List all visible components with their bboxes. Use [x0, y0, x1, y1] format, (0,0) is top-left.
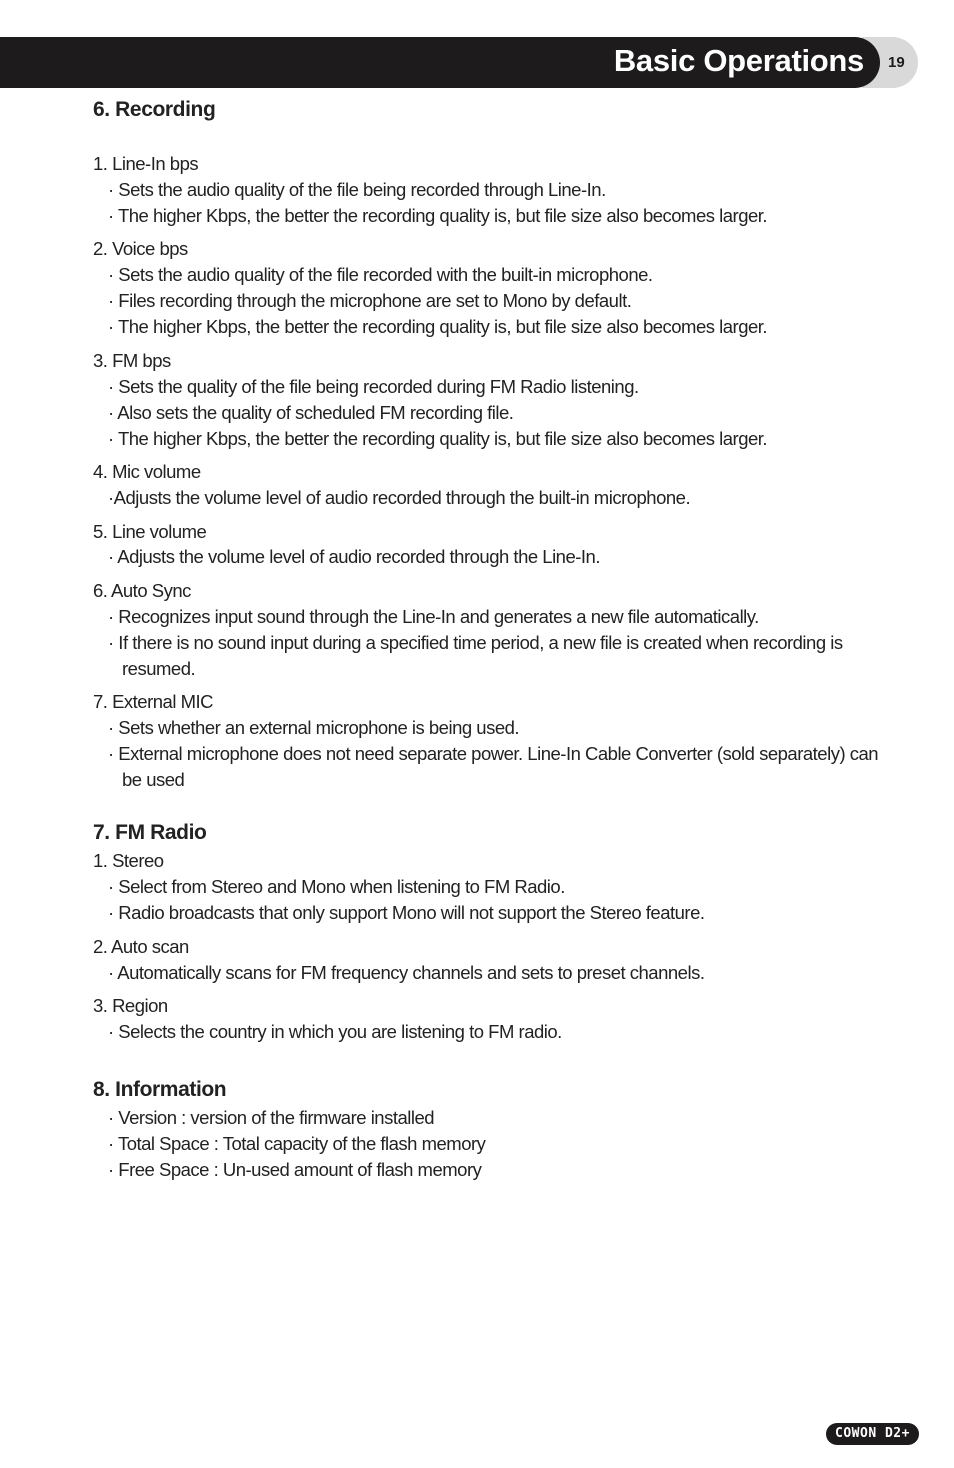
- bullet-text: · The higher Kbps, the better the recording quality is, but file size also becomes larger.: [108, 205, 768, 226]
- bullet-text: · If there is no sound input during a specified time period, a new file is created when recording is: [108, 632, 843, 653]
- bullet-text: · Sets the audio quality of the file being recorded through Line-In.: [108, 179, 606, 200]
- bullet-text: · Total Space : Total capacity of the flash memory: [108, 1133, 486, 1154]
- bullet-text: · Sets whether an external microphone is being used.: [108, 717, 520, 738]
- bullet-text: · Files recording through the microphone are set to Mono by default.: [108, 290, 632, 311]
- item-title: 1. Stereo: [93, 850, 164, 871]
- bullet-text: · The higher Kbps, the better the recording quality is, but file size also becomes larger.: [108, 316, 768, 337]
- item-title: 7. External MIC: [93, 691, 213, 712]
- header-bar: [0, 37, 880, 88]
- bullet-text: · Selects the country in which you are listening to FM radio.: [108, 1021, 562, 1042]
- bullet-continuation: resumed.: [122, 658, 196, 679]
- brand-logo: COWON D2+: [826, 1423, 919, 1445]
- bullet-text: · Version : version of the firmware installed: [108, 1107, 435, 1128]
- item-title: 1. Line-In bps: [93, 153, 199, 174]
- bullet-text: · Sets the quality of the file being recorded during FM Radio listening.: [108, 376, 639, 397]
- bullet-text: · Radio broadcasts that only support Mono will not support the Stereo feature.: [108, 902, 705, 923]
- item-title: 2. Auto scan: [93, 936, 189, 957]
- page-title: Basic Operations: [613, 43, 864, 78]
- bullet-text: · Automatically scans for FM frequency channels and sets to preset channels.: [108, 962, 705, 983]
- section-title-fm-radio: 7. FM Radio: [93, 821, 207, 844]
- bullet-text: · Also sets the quality of scheduled FM recording file.: [108, 402, 514, 423]
- item-title: 6. Auto Sync: [93, 580, 191, 601]
- bullet-text: · External microphone does not need separate power. Line-In Cable Converter (sold separately) can: [108, 743, 879, 764]
- bullet-continuation: be used: [122, 769, 185, 790]
- item-title: 4. Mic volume: [93, 461, 201, 482]
- item-title: 3. Region: [93, 995, 168, 1016]
- section-title-information: 8. Information: [93, 1078, 227, 1101]
- item-title: 5. Line volume: [93, 521, 207, 542]
- bullet-text: · Free Space : Un-used amount of flash memory: [108, 1159, 482, 1180]
- bullet-text: · The higher Kbps, the better the recording quality is, but file size also becomes larger.: [108, 428, 768, 449]
- bullet-text: · Sets the audio quality of the file recorded with the built-in microphone.: [108, 264, 653, 285]
- section-title-recording: 6. Recording: [93, 98, 216, 121]
- item-title: 3. FM bps: [93, 350, 171, 371]
- bullet-text: ·Adjusts the volume level of audio recorded through the built-in microphone.: [108, 487, 691, 508]
- page-number: 19: [888, 54, 905, 71]
- bullet-text: · Select from Stereo and Mono when listening to FM Radio.: [108, 876, 565, 897]
- bullet-text: · Adjusts the volume level of audio recorded through the Line-In.: [108, 546, 600, 567]
- bullet-text: · Recognizes input sound through the Line-In and generates a new file automatically.: [108, 606, 759, 627]
- item-title: 2. Voice bps: [93, 238, 188, 259]
